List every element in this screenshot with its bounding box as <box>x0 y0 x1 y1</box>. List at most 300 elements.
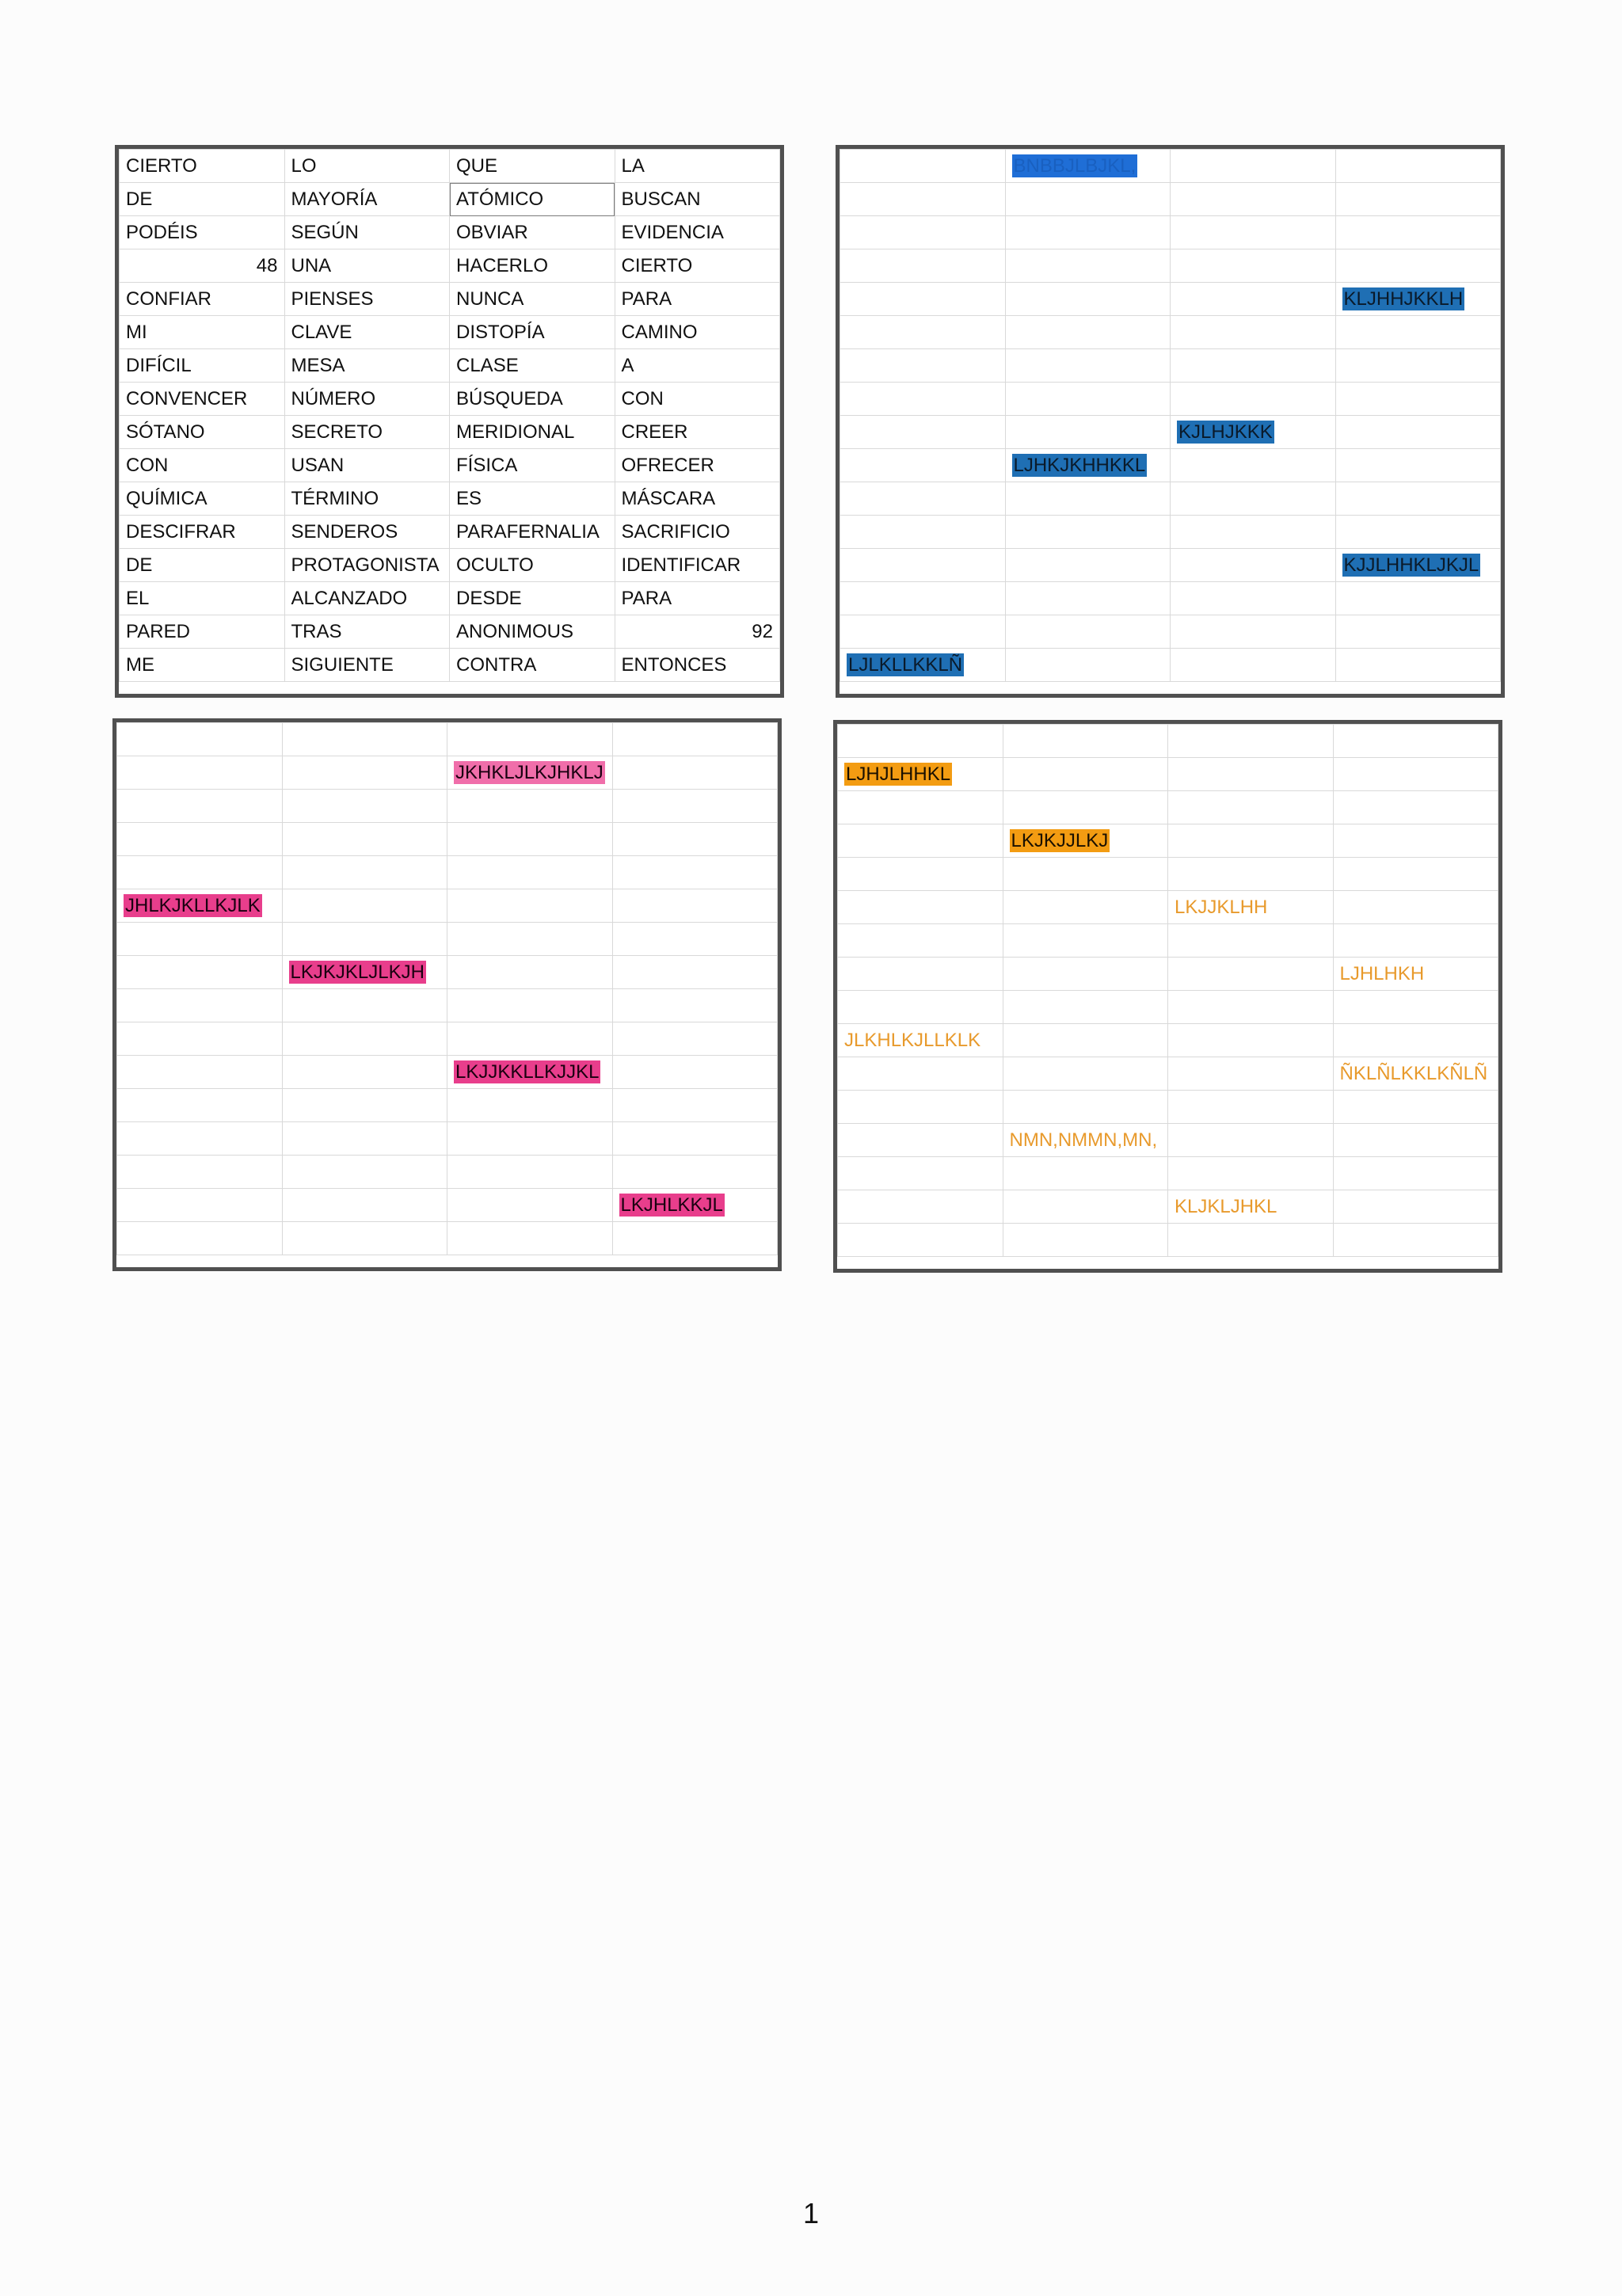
grid-cell <box>1335 283 1501 316</box>
table-row <box>840 383 1501 416</box>
grid-cell <box>447 1056 613 1089</box>
grid-cell <box>1005 615 1171 649</box>
word-cell: DE <box>120 183 285 216</box>
blue-highlight-text: BNBBJLBJKL, <box>1013 154 1137 177</box>
table-row <box>117 1056 778 1089</box>
grid-cell <box>1003 1190 1168 1224</box>
grid-cell <box>838 1024 1003 1057</box>
word-cell: MI <box>120 316 285 349</box>
blue-highlight-text: KJJLHHKLJKJL <box>1343 554 1479 576</box>
grid-cell <box>1171 482 1336 516</box>
grid-cell <box>282 1056 447 1089</box>
word-cell: A <box>615 349 780 383</box>
word-cell: ME <box>120 649 285 682</box>
table-row <box>840 649 1501 682</box>
grid-cell <box>1171 615 1336 649</box>
grid-cell <box>1003 824 1168 858</box>
grid-cell <box>1333 758 1498 791</box>
word-cell: OCULTO <box>450 549 615 582</box>
orange-highlight-text: ÑKLÑLKKLKÑLÑ <box>1339 1062 1488 1084</box>
word-cell: TÉRMINO <box>284 482 450 516</box>
word-cell: DE <box>120 549 285 582</box>
table-row <box>838 858 1498 891</box>
grid-cell <box>1168 1224 1334 1257</box>
table-row <box>120 216 780 249</box>
table-row <box>120 516 780 549</box>
grid-cell <box>447 823 613 856</box>
grid-cell <box>1333 958 1498 991</box>
grid-cell <box>1168 1057 1334 1091</box>
grid-cell <box>447 1156 613 1189</box>
grid-cell <box>1003 1057 1168 1091</box>
grid-cell <box>1335 349 1501 383</box>
grid-cell <box>1005 283 1171 316</box>
grid-cell <box>1171 283 1336 316</box>
word-cell: CIERTO <box>120 150 285 183</box>
grid-cell <box>1005 416 1171 449</box>
grid-cell <box>840 249 1006 283</box>
orange-highlight-text: KLJKLJHKL <box>1175 1195 1277 1217</box>
grid-cell <box>1005 150 1171 183</box>
grid-cell <box>612 1089 778 1122</box>
grid-cell <box>838 1057 1003 1091</box>
grid-cell <box>840 615 1006 649</box>
word-cell: CREER <box>615 416 780 449</box>
table-row <box>120 449 780 482</box>
grid-cell <box>282 823 447 856</box>
grid-cell <box>612 1122 778 1156</box>
grid-cell <box>1335 383 1501 416</box>
word-cell: MAYORÍA <box>284 183 450 216</box>
word-table-body <box>119 149 780 682</box>
grid-cell <box>117 989 283 1022</box>
grid-cell <box>1333 1190 1498 1224</box>
grid-cell <box>1168 1091 1334 1124</box>
orange-highlight-text: LKJKJJLKJ <box>1011 829 1109 851</box>
grid-cell <box>840 549 1006 582</box>
grid-cell <box>1005 316 1171 349</box>
grid-cell <box>612 956 778 989</box>
table-row <box>117 923 778 956</box>
word-cell: EVIDENCIA <box>615 216 780 249</box>
grid-cell <box>1005 449 1171 482</box>
grid-cell <box>447 989 613 1022</box>
grid-cell <box>1333 991 1498 1024</box>
grid-cell <box>1335 549 1501 582</box>
grid-cell <box>1335 649 1501 682</box>
grid-cell <box>1171 216 1336 249</box>
grid-cell <box>1005 249 1171 283</box>
table-row <box>838 958 1498 991</box>
table-row <box>840 150 1501 183</box>
table-row <box>117 1189 778 1222</box>
table-row <box>840 416 1501 449</box>
word-cell: SIGUIENTE <box>284 649 450 682</box>
word-cell: MÁSCARA <box>615 482 780 516</box>
grid-cell <box>282 923 447 956</box>
table-row <box>838 791 1498 824</box>
orange-highlight-text: NMN,NMMN,MN, <box>1009 1129 1158 1151</box>
word-cell: HACERLO <box>450 249 615 283</box>
word-cell: MESA <box>284 349 450 383</box>
table-row <box>120 649 780 682</box>
grid-cell <box>447 1122 613 1156</box>
grid-cell <box>838 758 1003 791</box>
grid-cell <box>1333 891 1498 924</box>
grid-cell <box>117 889 283 923</box>
grid-cell <box>840 416 1006 449</box>
word-cell: PIENSES <box>284 283 450 316</box>
table-row <box>120 615 780 649</box>
grid-cell <box>1333 824 1498 858</box>
grid-cell <box>1003 725 1168 758</box>
table-row <box>120 249 780 283</box>
table-row <box>120 183 780 216</box>
grid-cell <box>612 856 778 889</box>
table-row <box>117 756 778 790</box>
word-cell: PARED <box>120 615 285 649</box>
blue-highlight-text: KLJHHJKKLH <box>1343 287 1464 310</box>
word-cell: QUÍMICA <box>120 482 285 516</box>
page-number: 1 <box>802 2197 820 2229</box>
grid-cell <box>840 582 1006 615</box>
grid-cell <box>840 383 1006 416</box>
grid-cell <box>447 756 613 790</box>
grid-cell <box>840 150 1006 183</box>
grid-cell <box>117 956 283 989</box>
grid-cell <box>1003 958 1168 991</box>
table-row <box>840 449 1501 482</box>
pink-table-body <box>116 722 778 1255</box>
grid-cell <box>612 1022 778 1056</box>
grid-cell <box>612 1222 778 1255</box>
grid-cell <box>282 790 447 823</box>
table-row <box>117 1089 778 1122</box>
grid-cell <box>612 889 778 923</box>
table-row <box>840 216 1501 249</box>
table-row <box>840 183 1501 216</box>
grid-cell <box>612 790 778 823</box>
grid-cell <box>1003 1124 1168 1157</box>
grid-cell <box>117 1222 283 1255</box>
grid-cell <box>282 1189 447 1222</box>
word-cell: SEGÚN <box>284 216 450 249</box>
grid-cell <box>117 1122 283 1156</box>
grid-cell <box>447 1222 613 1255</box>
grid-cell <box>1168 824 1334 858</box>
grid-cell <box>447 1189 613 1222</box>
grid-cell <box>1168 1124 1334 1157</box>
grid-cell <box>840 349 1006 383</box>
grid-cell <box>1005 516 1171 549</box>
grid-cell <box>838 1157 1003 1190</box>
grid-cell <box>1003 1157 1168 1190</box>
table-row <box>838 1224 1498 1257</box>
grid-cell <box>1171 516 1336 549</box>
table-row <box>117 1222 778 1255</box>
word-cell: PARAFERNALIA <box>450 516 615 549</box>
grid-cell <box>447 723 613 756</box>
grid-cell <box>612 923 778 956</box>
grid-cell <box>1171 449 1336 482</box>
word-cell: TRAS <box>284 615 450 649</box>
grid-cell <box>1335 582 1501 615</box>
word-cell: LO <box>284 150 450 183</box>
grid-cell <box>1333 791 1498 824</box>
grid-cell <box>838 924 1003 958</box>
orange-table-body <box>837 724 1498 1257</box>
grid-cell <box>1333 1091 1498 1124</box>
word-cell: 48 <box>120 249 285 283</box>
pink-highlight-text: LKJKJKLJLKJH <box>290 961 425 983</box>
grid-cell <box>1003 991 1168 1024</box>
word-cell: CONVENCER <box>120 383 285 416</box>
grid-cell <box>1003 758 1168 791</box>
word-table <box>115 145 784 698</box>
table-row <box>838 891 1498 924</box>
grid-cell <box>117 756 283 790</box>
word-cell: LA <box>615 150 780 183</box>
table-row <box>838 1124 1498 1157</box>
grid-cell <box>612 1189 778 1222</box>
orange-highlight-table <box>833 720 1502 1273</box>
table-row <box>838 725 1498 758</box>
blue-highlight-text: LJLKLLKKLÑ <box>848 653 963 676</box>
table-row <box>120 150 780 183</box>
grid-cell <box>1171 383 1336 416</box>
word-cell: OBVIAR <box>450 216 615 249</box>
grid-cell <box>1005 383 1171 416</box>
grid-cell <box>282 956 447 989</box>
word-cell: UNA <box>284 249 450 283</box>
table-row <box>838 1091 1498 1124</box>
grid-cell <box>1003 791 1168 824</box>
grid-cell <box>612 723 778 756</box>
grid-cell <box>282 989 447 1022</box>
word-cell: CON <box>120 449 285 482</box>
grid-cell <box>1005 549 1171 582</box>
grid-cell <box>282 889 447 923</box>
word-cell: PARA <box>615 283 780 316</box>
grid-cell <box>1168 958 1334 991</box>
grid-cell <box>1335 216 1501 249</box>
word-cell: DIFÍCIL <box>120 349 285 383</box>
grid-cell <box>117 1189 283 1222</box>
table-row <box>840 549 1501 582</box>
grid-cell <box>447 1022 613 1056</box>
grid-cell <box>117 923 283 956</box>
grid-cell <box>447 956 613 989</box>
grid-cell <box>1335 316 1501 349</box>
grid-cell <box>447 856 613 889</box>
grid-cell <box>447 923 613 956</box>
word-cell: DESDE <box>450 582 615 615</box>
grid-cell <box>838 725 1003 758</box>
pink-highlight-table <box>112 718 782 1271</box>
word-cell: 92 <box>615 615 780 649</box>
grid-cell <box>117 1089 283 1122</box>
table-row <box>840 349 1501 383</box>
grid-cell <box>1168 1190 1334 1224</box>
grid-cell <box>1333 1057 1498 1091</box>
word-cell: CAMINO <box>615 316 780 349</box>
grid-cell <box>1003 1224 1168 1257</box>
word-cell: ATÓMICO <box>450 183 615 216</box>
table-row <box>838 758 1498 791</box>
table-row <box>117 723 778 756</box>
word-cell: DESCIFRAR <box>120 516 285 549</box>
table-row <box>840 615 1501 649</box>
word-cell: BÚSQUEDA <box>450 383 615 416</box>
grid-cell <box>838 991 1003 1024</box>
grid-cell <box>838 858 1003 891</box>
grid-cell <box>117 1022 283 1056</box>
word-cell: PODÉIS <box>120 216 285 249</box>
table-row <box>838 824 1498 858</box>
grid-cell <box>838 891 1003 924</box>
grid-cell <box>1171 150 1336 183</box>
word-cell: ENTONCES <box>615 649 780 682</box>
grid-cell <box>117 1056 283 1089</box>
grid-cell <box>282 856 447 889</box>
table-row <box>838 1157 1498 1190</box>
grid-cell <box>1171 349 1336 383</box>
word-cell: PROTAGONISTA <box>284 549 450 582</box>
grid-cell <box>282 1222 447 1255</box>
table-row <box>838 1190 1498 1224</box>
grid-cell <box>1333 1157 1498 1190</box>
grid-cell <box>1168 858 1334 891</box>
grid-cell <box>1335 183 1501 216</box>
word-cell: FÍSICA <box>450 449 615 482</box>
grid-cell <box>1005 349 1171 383</box>
word-cell: ES <box>450 482 615 516</box>
grid-cell <box>1168 1024 1334 1057</box>
grid-cell <box>1335 416 1501 449</box>
orange-highlight-text: JLKHLKJLLKLK <box>844 1029 981 1051</box>
grid-cell <box>838 1224 1003 1257</box>
table-row <box>120 549 780 582</box>
grid-cell <box>282 756 447 790</box>
word-cell: CONTRA <box>450 649 615 682</box>
table-row <box>120 416 780 449</box>
grid-cell <box>1171 582 1336 615</box>
grid-cell <box>1335 482 1501 516</box>
grid-cell <box>840 183 1006 216</box>
pink-highlight-text: LKJHLKKJL <box>620 1194 723 1216</box>
blue-highlight-text: LJHKJKHHKKL <box>1013 454 1146 476</box>
word-cell: SÓTANO <box>120 416 285 449</box>
grid-cell <box>612 1056 778 1089</box>
grid-cell <box>838 1091 1003 1124</box>
grid-cell <box>1171 549 1336 582</box>
table-row <box>117 790 778 823</box>
word-cell: SECRETO <box>284 416 450 449</box>
grid-cell <box>447 889 613 923</box>
grid-cell <box>282 1156 447 1189</box>
word-cell: ALCANZADO <box>284 582 450 615</box>
grid-cell <box>1005 582 1171 615</box>
table-row <box>120 283 780 316</box>
table-row <box>838 1024 1498 1057</box>
grid-cell <box>117 790 283 823</box>
grid-cell <box>840 449 1006 482</box>
table-row <box>838 924 1498 958</box>
grid-cell <box>840 316 1006 349</box>
word-cell: NUNCA <box>450 283 615 316</box>
word-cell: USAN <box>284 449 450 482</box>
grid-cell <box>838 1190 1003 1224</box>
grid-cell <box>840 482 1006 516</box>
pink-highlight-text: JHLKJKLLKJLK <box>125 894 261 916</box>
grid-cell <box>1005 216 1171 249</box>
table-row <box>117 1022 778 1056</box>
word-cell: OFRECER <box>615 449 780 482</box>
grid-cell <box>117 856 283 889</box>
table-row <box>117 1156 778 1189</box>
grid-cell <box>612 756 778 790</box>
grid-cell <box>1333 1024 1498 1057</box>
grid-cell <box>1171 249 1336 283</box>
grid-cell <box>1335 615 1501 649</box>
grid-cell <box>838 824 1003 858</box>
table-row <box>117 889 778 923</box>
grid-cell <box>117 723 283 756</box>
grid-cell <box>1003 1024 1168 1057</box>
grid-cell <box>1168 725 1334 758</box>
grid-cell <box>1333 858 1498 891</box>
word-cell: IDENTIFICAR <box>615 549 780 582</box>
grid-cell <box>1335 249 1501 283</box>
grid-cell <box>1333 1124 1498 1157</box>
grid-cell <box>282 723 447 756</box>
table-row <box>120 316 780 349</box>
grid-cell <box>1168 758 1334 791</box>
word-cell: QUE <box>450 150 615 183</box>
table-row <box>117 989 778 1022</box>
grid-cell <box>1171 183 1336 216</box>
grid-cell <box>1003 1091 1168 1124</box>
word-cell: CONFIAR <box>120 283 285 316</box>
grid-cell <box>447 790 613 823</box>
grid-cell <box>612 823 778 856</box>
grid-cell <box>447 1089 613 1122</box>
grid-cell <box>117 823 283 856</box>
grid-cell <box>1171 316 1336 349</box>
grid-cell <box>1003 924 1168 958</box>
grid-cell <box>1168 924 1334 958</box>
table-row <box>840 482 1501 516</box>
grid-cell <box>840 649 1006 682</box>
grid-cell <box>612 989 778 1022</box>
grid-cell <box>1168 1157 1334 1190</box>
grid-cell <box>1333 1224 1498 1257</box>
grid-cell <box>840 216 1006 249</box>
orange-highlight-text: LJHLHKH <box>1339 962 1425 984</box>
table-row <box>840 283 1501 316</box>
grid-cell <box>1335 150 1501 183</box>
blue-highlight-text: KJLHJKKK <box>1178 421 1273 443</box>
grid-cell <box>1333 725 1498 758</box>
word-cell: ANONIMOUS <box>450 615 615 649</box>
word-cell: EL <box>120 582 285 615</box>
table-row <box>117 956 778 989</box>
grid-cell <box>1333 924 1498 958</box>
table-row <box>120 349 780 383</box>
table-row <box>117 1122 778 1156</box>
word-cell: DISTOPÍA <box>450 316 615 349</box>
word-cell: CLASE <box>450 349 615 383</box>
